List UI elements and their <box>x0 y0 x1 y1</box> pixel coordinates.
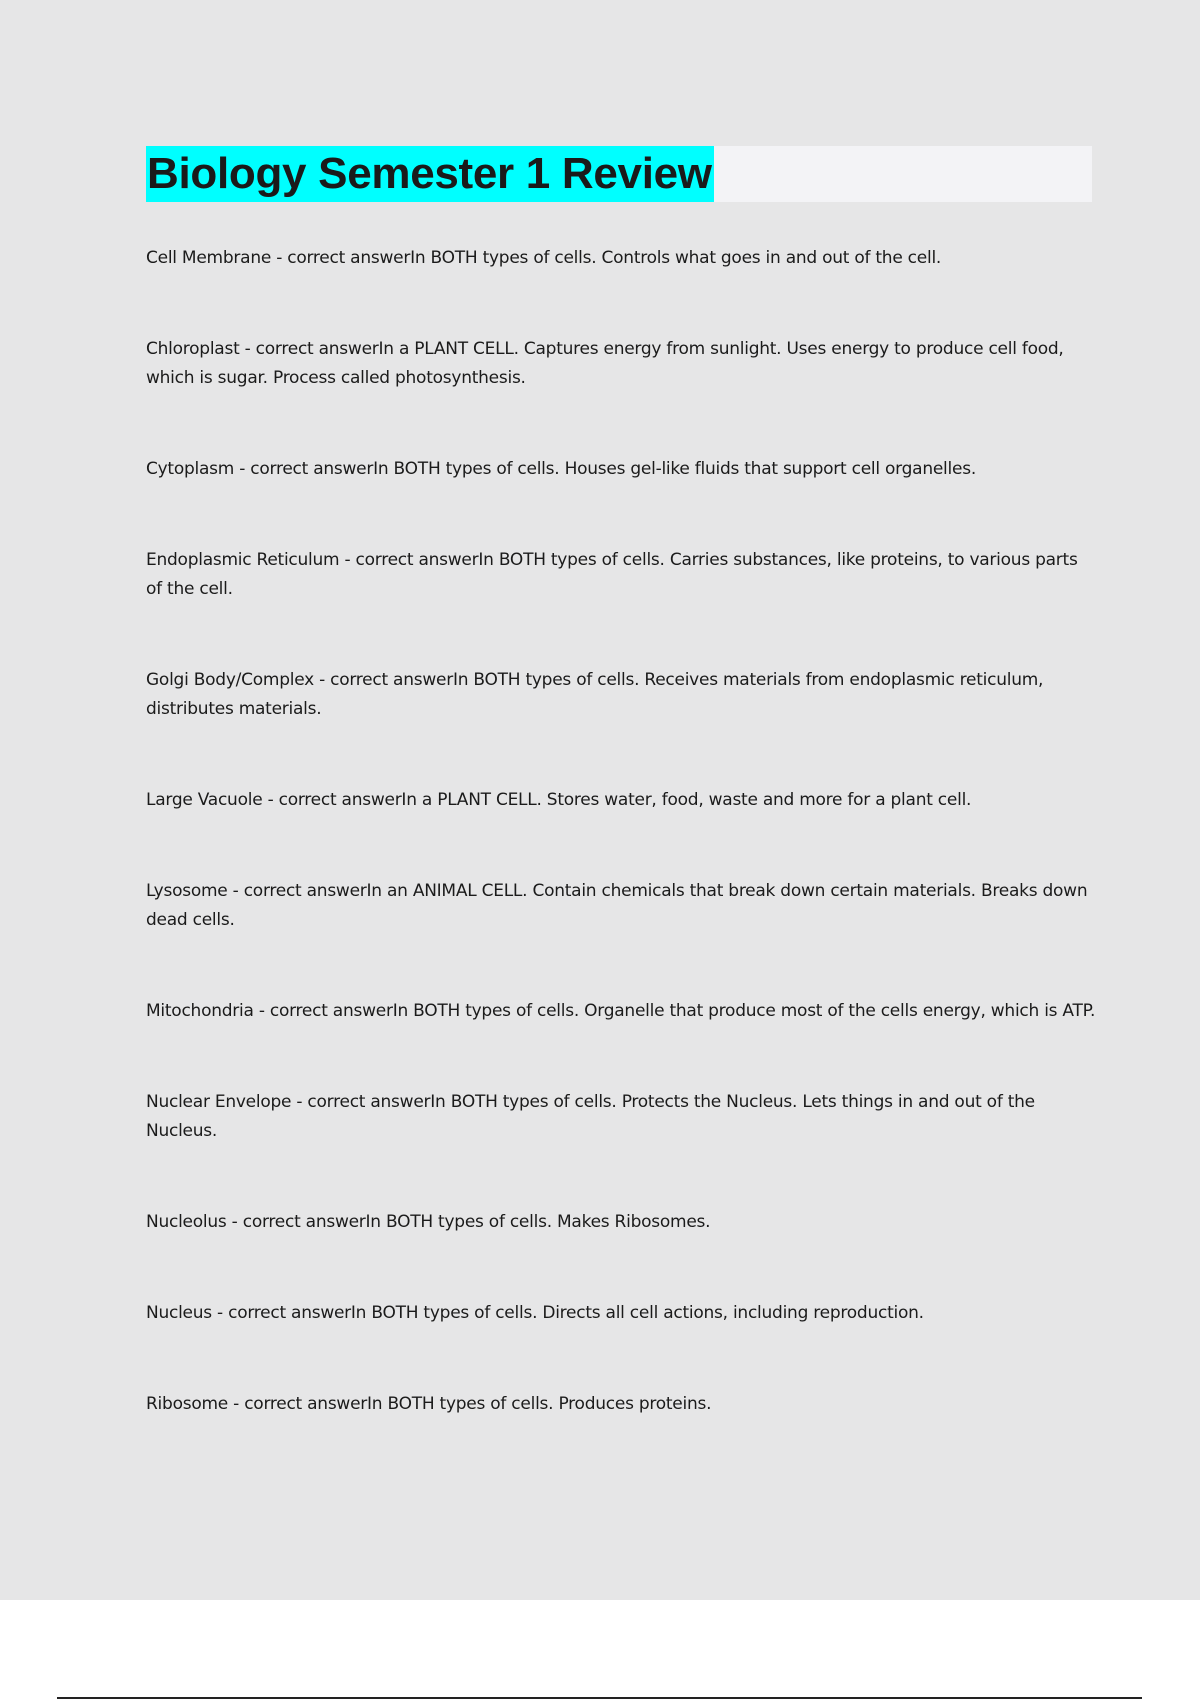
term-entry-lysosome: Lysosome - correct answerIn an ANIMAL CELL. Contain chemicals that break down certain materials. Breaks down dead cells. <box>146 881 1088 930</box>
term-entry-golgi-body: Golgi Body/Complex - correct answerIn BOTH types of cells. Receives materials from endoplasmic reticulum, distributes materials. <box>146 670 1044 719</box>
term-entry-mitochondria: Mitochondria - correct answerIn BOTH types of cells. Organelle that produce most of the cells energy, which is ATP. <box>146 1001 1096 1021</box>
term-entry-chloroplast: Chloroplast - correct answerIn a PLANT CELL. Captures energy from sunlight. Uses energy to produce cell food, which is sugar. Process called photosynthesis. <box>146 339 1064 388</box>
term-entry-cytoplasm: Cytoplasm - correct answerIn BOTH types of cells. Houses gel-like fluids that support cell organelles. <box>146 459 976 479</box>
term-entry-cell-membrane: Cell Membrane - correct answerIn BOTH types of cells. Controls what goes in and out of the cell. <box>146 248 942 268</box>
term-entry-nucleus: Nucleus - correct answerIn BOTH types of cells. Directs all cell actions, including reproduction. <box>146 1303 924 1323</box>
page-bottom-margin <box>0 1600 1200 1700</box>
document-title: Biology Semester 1 Review <box>146 146 714 202</box>
footer-divider <box>57 1697 1142 1699</box>
term-list <box>146 244 1096 1419</box>
term-entry-nucleolus: Nucleolus - correct answerIn BOTH types of cells. Makes Ribosomes. <box>146 1212 711 1232</box>
term-entry-nuclear-envelope: Nuclear Envelope - correct answerIn BOTH types of cells. Protects the Nucleus. Lets things in and out of the Nucleus. <box>146 1092 1035 1141</box>
term-entry-ribosome: Ribosome - correct answerIn BOTH types of cells. Produces proteins. <box>146 1394 712 1414</box>
term-entry-endoplasmic-reticulum: Endoplasmic Reticulum - correct answerIn BOTH types of cells. Carries substances, like proteins, to various parts of the cell. <box>146 550 1078 599</box>
term-entry-large-vacuole: Large Vacuole - correct answerIn a PLANT CELL. Stores water, food, waste and more for a plant cell. <box>146 790 972 810</box>
